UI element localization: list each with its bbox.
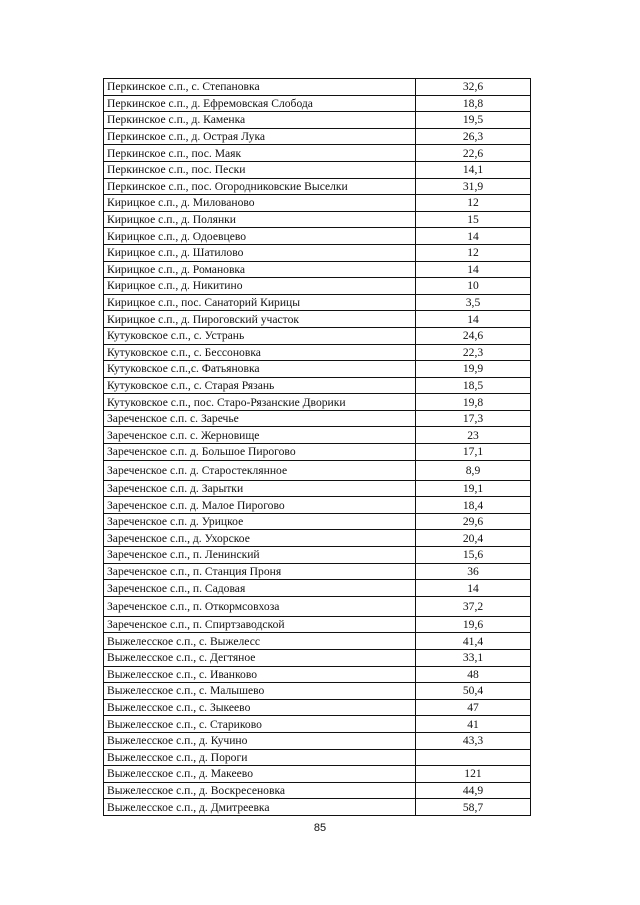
value-cell: 19,5 bbox=[416, 112, 531, 129]
value-cell: 36 bbox=[416, 563, 531, 580]
table-row bbox=[104, 799, 531, 816]
table-row bbox=[104, 211, 531, 228]
value-cell: 12 bbox=[416, 195, 531, 212]
value-cell: 33,1 bbox=[416, 650, 531, 667]
table-row bbox=[104, 311, 531, 328]
value-cell: 121 bbox=[416, 766, 531, 783]
settlement-name-cell: Кутуковское с.п., с. Бессоновка bbox=[104, 344, 416, 361]
value-cell: 50,4 bbox=[416, 683, 531, 700]
settlement-name-cell: Перкинское с.п., пос. Пески bbox=[104, 161, 416, 178]
table-row bbox=[104, 460, 531, 480]
settlement-name-cell: Зареченское с.п. д. Урицкое bbox=[104, 513, 416, 530]
value-cell: 48 bbox=[416, 666, 531, 683]
settlement-name-cell: Зареченское с.п., п. Спиртзаводской bbox=[104, 616, 416, 633]
settlement-name-cell: Перкинское с.п., пос. Маяк bbox=[104, 145, 416, 162]
table-row bbox=[104, 278, 531, 295]
value-cell: 58,7 bbox=[416, 799, 531, 816]
value-cell: 15 bbox=[416, 211, 531, 228]
settlement-name-cell: Кирицкое с.п., д. Полянки bbox=[104, 211, 416, 228]
settlement-name-cell: Выжелесское с.п., д. Кучино bbox=[104, 732, 416, 749]
table-row bbox=[104, 749, 531, 766]
table-row bbox=[104, 361, 531, 378]
settlement-name-cell: Выжелесское с.п., с. Зыкеево bbox=[104, 699, 416, 716]
table-row bbox=[104, 195, 531, 212]
value-cell: 18,4 bbox=[416, 497, 531, 514]
settlement-name-cell: Кирицкое с.п., д. Никитино bbox=[104, 278, 416, 295]
value-cell: 12 bbox=[416, 244, 531, 261]
settlement-name-cell: Зареченское с.п. с. Жерновище bbox=[104, 427, 416, 444]
table-row bbox=[104, 112, 531, 129]
value-cell: 18,5 bbox=[416, 377, 531, 394]
table-row bbox=[104, 178, 531, 195]
value-cell: 26,3 bbox=[416, 128, 531, 145]
settlement-name-cell: Зареченское с.п., п. Ленинский bbox=[104, 547, 416, 564]
settlements-table bbox=[103, 78, 531, 816]
table-row bbox=[104, 294, 531, 311]
value-cell: 47 bbox=[416, 699, 531, 716]
settlement-name-cell: Зареченское с.п., д. Ухорское bbox=[104, 530, 416, 547]
value-cell: 14 bbox=[416, 261, 531, 278]
table-row bbox=[104, 427, 531, 444]
table-row bbox=[104, 161, 531, 178]
settlement-name-cell: Кирицкое с.п., пос. Санаторий Кирицы bbox=[104, 294, 416, 311]
value-cell: 24,6 bbox=[416, 327, 531, 344]
value-cell: 19,6 bbox=[416, 616, 531, 633]
value-cell: 14 bbox=[416, 580, 531, 597]
value-cell: 41 bbox=[416, 716, 531, 733]
table-row bbox=[104, 480, 531, 497]
table-row bbox=[104, 228, 531, 245]
settlement-name-cell: Выжелесское с.п., с. Дегтяное bbox=[104, 650, 416, 667]
table-row bbox=[104, 666, 531, 683]
value-cell: 19,8 bbox=[416, 394, 531, 411]
table-row bbox=[104, 244, 531, 261]
table-row bbox=[104, 716, 531, 733]
value-cell: 41,4 bbox=[416, 633, 531, 650]
value-cell: 22,3 bbox=[416, 344, 531, 361]
settlement-name-cell: Кутуковское с.п., пос. Старо-Рязанские Дворики bbox=[104, 394, 416, 411]
value-cell: 8,9 bbox=[416, 460, 531, 480]
table-row bbox=[104, 377, 531, 394]
settlement-name-cell: Зареченское с.п. д. Старостеклянное bbox=[104, 460, 416, 480]
settlement-name-cell: Кирицкое с.п., д. Одоевцево bbox=[104, 228, 416, 245]
settlement-name-cell: Перкинское с.п., с. Степановка bbox=[104, 79, 416, 96]
table-row bbox=[104, 616, 531, 633]
settlement-name-cell: Зареченское с.п. д. Зарытки bbox=[104, 480, 416, 497]
value-cell: 14 bbox=[416, 311, 531, 328]
value-cell: 43,3 bbox=[416, 732, 531, 749]
table-row bbox=[104, 444, 531, 461]
value-cell: 17,3 bbox=[416, 410, 531, 427]
value-cell: 44,9 bbox=[416, 782, 531, 799]
settlement-name-cell: Кутуковское с.п., с. Устрань bbox=[104, 327, 416, 344]
value-cell: 19,9 bbox=[416, 361, 531, 378]
settlement-name-cell: Выжелесское с.п., с. Выжелесс bbox=[104, 633, 416, 650]
value-cell: 37,2 bbox=[416, 596, 531, 616]
table-row bbox=[104, 145, 531, 162]
settlement-name-cell: Зареченское с.п., п. Станция Проня bbox=[104, 563, 416, 580]
value-cell: 19,1 bbox=[416, 480, 531, 497]
table-body bbox=[104, 79, 531, 816]
settlement-name-cell: Зареченское с.п. с. Заречье bbox=[104, 410, 416, 427]
table-row bbox=[104, 782, 531, 799]
table-row bbox=[104, 327, 531, 344]
settlement-name-cell: Выжелесское с.п., д. Воскресеновка bbox=[104, 782, 416, 799]
settlement-name-cell: Кирицкое с.п., д. Романовка bbox=[104, 261, 416, 278]
table-row bbox=[104, 766, 531, 783]
settlement-name-cell: Выжелесское с.п., с. Стариково bbox=[104, 716, 416, 733]
settlement-name-cell: Выжелесское с.п., д. Дмитреевка bbox=[104, 799, 416, 816]
value-cell: 32,6 bbox=[416, 79, 531, 96]
settlement-name-cell: Кирицкое с.п., д. Пироговский участок bbox=[104, 311, 416, 328]
settlement-name-cell: Выжелесское с.п., с. Малышево bbox=[104, 683, 416, 700]
table-row bbox=[104, 344, 531, 361]
settlement-name-cell: Кирицкое с.п., д. Шатилово bbox=[104, 244, 416, 261]
table-row bbox=[104, 394, 531, 411]
settlement-name-cell: Выжелесское с.п., д. Пороги bbox=[104, 749, 416, 766]
table-row bbox=[104, 732, 531, 749]
settlement-name-cell: Зареченское с.п., п. Садовая bbox=[104, 580, 416, 597]
settlement-name-cell: Зареченское с.п. д. Большое Пирогово bbox=[104, 444, 416, 461]
value-cell: 29,6 bbox=[416, 513, 531, 530]
table-row bbox=[104, 497, 531, 514]
settlement-name-cell: Зареченское с.п. д. Малое Пирогово bbox=[104, 497, 416, 514]
value-cell: 18,8 bbox=[416, 95, 531, 112]
table-row bbox=[104, 596, 531, 616]
value-cell: 14 bbox=[416, 228, 531, 245]
table-row bbox=[104, 128, 531, 145]
table-row bbox=[104, 410, 531, 427]
table-row bbox=[104, 530, 531, 547]
settlement-name-cell: Кирицкое с.п., д. Милованово bbox=[104, 195, 416, 212]
table-row bbox=[104, 699, 531, 716]
value-cell: 14,1 bbox=[416, 161, 531, 178]
value-cell: 17,1 bbox=[416, 444, 531, 461]
table-row bbox=[104, 650, 531, 667]
value-cell: 20,4 bbox=[416, 530, 531, 547]
page-number: 85 bbox=[313, 822, 327, 834]
value-cell: 10 bbox=[416, 278, 531, 295]
value-cell: 23 bbox=[416, 427, 531, 444]
settlement-name-cell: Выжелесское с.п., д. Макеево bbox=[104, 766, 416, 783]
table-row bbox=[104, 513, 531, 530]
settlement-name-cell: Перкинское с.п., пос. Огородниковские Выселки bbox=[104, 178, 416, 195]
table-row bbox=[104, 580, 531, 597]
value-cell: 3,5 bbox=[416, 294, 531, 311]
value-cell: 22,6 bbox=[416, 145, 531, 162]
table-row bbox=[104, 633, 531, 650]
settlement-name-cell: Перкинское с.п., д. Каменка bbox=[104, 112, 416, 129]
settlement-name-cell: Кутуковское с.п.,с. Фатьяновка bbox=[104, 361, 416, 378]
table-row bbox=[104, 79, 531, 96]
settlement-name-cell: Перкинское с.п., д. Ефремовская Слобода bbox=[104, 95, 416, 112]
table-row bbox=[104, 563, 531, 580]
table-row bbox=[104, 547, 531, 564]
settlement-name-cell: Зареченское с.п., п. Откормсовхоза bbox=[104, 596, 416, 616]
value-cell bbox=[416, 749, 531, 766]
table-row bbox=[104, 95, 531, 112]
value-cell: 15,6 bbox=[416, 547, 531, 564]
settlement-name-cell: Кутуковское с.п., с. Старая Рязань bbox=[104, 377, 416, 394]
settlement-name-cell: Выжелесское с.п., с. Иванково bbox=[104, 666, 416, 683]
value-cell: 31,9 bbox=[416, 178, 531, 195]
table-row bbox=[104, 261, 531, 278]
settlement-name-cell: Перкинское с.п., д. Острая Лука bbox=[104, 128, 416, 145]
table-row bbox=[104, 683, 531, 700]
